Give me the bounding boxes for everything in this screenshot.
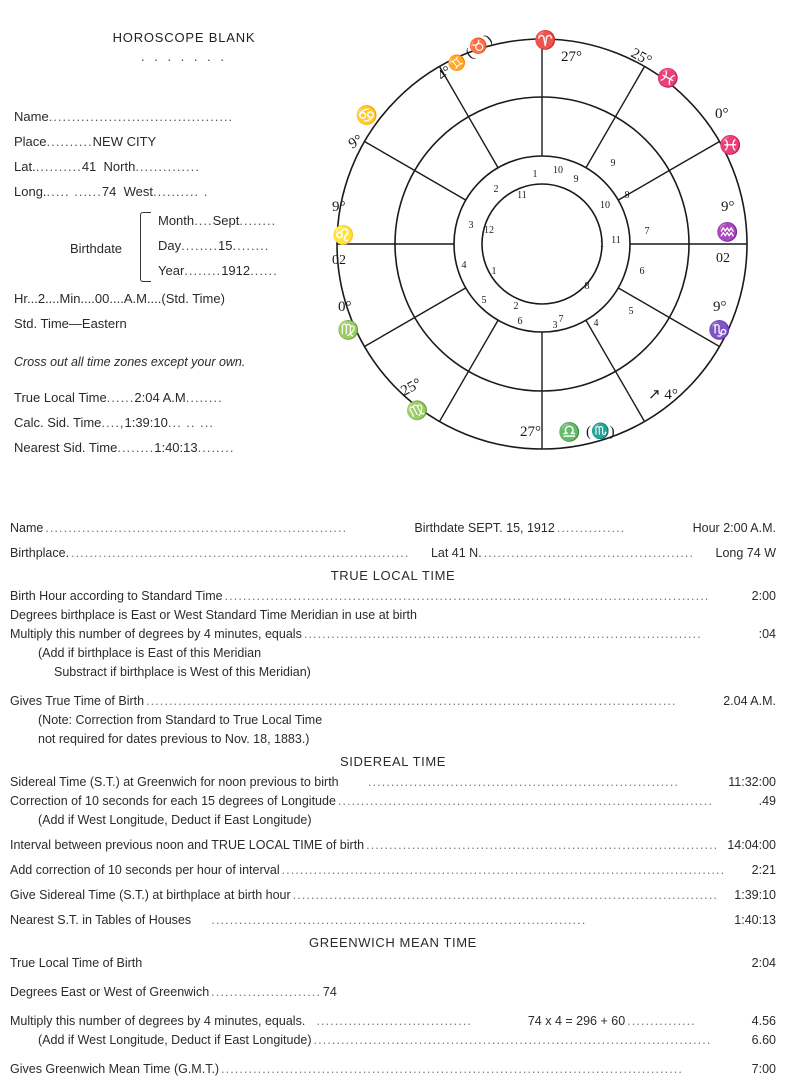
field-day xyxy=(158,233,278,258)
degrees-greenwich-value: 74 xyxy=(322,985,337,999)
page-title: HOROSCOPE BLANK xyxy=(112,30,256,45)
field-name-dots: .... xyxy=(48,109,68,124)
field-place-dots: .......... xyxy=(46,134,93,149)
row-interval-noon xyxy=(10,837,776,854)
svg-text:4: 4 xyxy=(461,260,467,271)
field-month-dots: .... xyxy=(194,213,213,228)
leader-dots-6: ....................................................................................... xyxy=(303,627,702,641)
field-month-trailing: ........ xyxy=(239,213,277,228)
svg-text:7: 7 xyxy=(644,226,650,237)
label-leo-min: 02 xyxy=(332,253,346,268)
row-gives-true-time xyxy=(10,693,776,710)
heading-sidereal-time: SIDEREAL TIME xyxy=(339,754,447,769)
row-correction-10s-longitude xyxy=(10,793,776,810)
field-true-local-time-label: True Local Time xyxy=(14,390,107,405)
cross-out-note: Cross out all time zones except your own. xyxy=(14,355,246,369)
true-local-birth-value: 2:04 xyxy=(751,956,776,970)
field-true-local-time-dots: ...... xyxy=(106,390,135,405)
correction-10s-value: .49 xyxy=(758,794,776,808)
multiply-4min-gmt-value: 4.56 xyxy=(751,1014,777,1028)
row-add-if-east: (Add if birthplace is East of this Meridian xyxy=(38,646,262,660)
hour-value: Hour 2:00 A.M. xyxy=(692,521,776,535)
nearest-st-label: Nearest S.T. in Tables of Houses xyxy=(10,913,192,927)
interval-noon-value: 14:04:00 xyxy=(727,838,776,852)
label-aquarius-glyph: ♒ xyxy=(716,222,739,242)
heading-greenwich-mean-time: GREENWICH MEAN TIME xyxy=(309,935,477,950)
wheel-inner-numbers xyxy=(481,158,650,331)
field-long xyxy=(14,179,314,204)
svg-text:6: 6 xyxy=(517,316,523,327)
field-nearest-sid-time xyxy=(14,435,314,460)
row-multiply-4min-gmt xyxy=(10,1013,776,1030)
label-capricorn-9: 9° xyxy=(713,299,727,315)
birthdate-value: Birthdate SEPT. 15, 1912 xyxy=(414,521,555,535)
leader-dots-3: .......................................................................... xyxy=(71,546,410,560)
multiply-4min-value: :04 xyxy=(758,627,776,641)
label-libra-27: 27° xyxy=(520,424,541,440)
birth-hour-value: 2:00 xyxy=(751,589,776,603)
leader-dots-7: .................................................................................................................... xyxy=(146,694,677,708)
field-long-trailing: .......... . xyxy=(152,184,209,199)
svg-text:11: 11 xyxy=(517,190,527,201)
label-capricorn-glyph: ♑ xyxy=(708,320,731,340)
field-lat xyxy=(14,154,314,179)
row-degrees-greenwich xyxy=(10,984,776,1001)
field-name-label: Name xyxy=(14,109,49,124)
svg-text:12: 12 xyxy=(484,225,494,236)
interval-noon-label: Interval between previous noon and TRUE LOCAL TIME of birth xyxy=(10,838,365,852)
birthdate-label: Birthdate xyxy=(70,241,123,256)
lat-value: Lat 41 N. xyxy=(430,546,482,560)
label-virgo-glyph: ♍ xyxy=(402,396,432,425)
add-west-gmt-label: (Add if West Longitude, Deduct if East Longitude) xyxy=(38,1033,312,1047)
label-cancer-glyph: ♋ xyxy=(352,100,382,130)
st-greenwich-value: 11:32:00 xyxy=(728,775,776,789)
svg-text:2: 2 xyxy=(513,301,519,312)
leader-dots-8: .................................................................... xyxy=(340,775,680,789)
long-value: Long 74 W xyxy=(715,546,776,560)
leader-dots: .................................................................. xyxy=(45,521,348,535)
label-scorpio: (♏) xyxy=(586,424,615,440)
nearest-st-value: 1:40:13 xyxy=(734,913,776,927)
field-day-label: Day xyxy=(158,238,182,253)
leader-dots-14 xyxy=(142,955,751,972)
multiply-4min-gmt-mid: 74 x 4 = 296 + 60 xyxy=(527,1014,626,1028)
field-name xyxy=(14,104,314,129)
leader-dots-16: .................................. xyxy=(307,1014,472,1028)
wheel-zodiac-labels xyxy=(332,29,741,442)
field-calc-sid-time xyxy=(14,410,314,435)
label-pisces-25: 25° xyxy=(628,45,655,70)
label-virgo-glyph-2: ♍ xyxy=(337,320,360,340)
leader-dots-9: .................................................................................. xyxy=(337,794,713,808)
leader-dots-11: ................................................................................................. xyxy=(281,863,726,877)
field-year-dots: ........ xyxy=(184,263,222,278)
field-month-label: Month xyxy=(158,213,195,228)
leader-dots-4: .............................................. xyxy=(483,546,695,560)
field-long-value: 74 xyxy=(101,184,117,199)
row-degrees-meridian: Degrees birthplace is East or West Standard Time Meridian in use at birth xyxy=(10,608,417,622)
leader-dots-5: .......................................................................................................... xyxy=(224,589,710,603)
svg-text:7: 7 xyxy=(558,314,564,325)
field-day-trailing: ........ xyxy=(232,238,270,253)
row-multiply-4min xyxy=(10,626,776,643)
field-calc-sid-time-value: 1:39:10 xyxy=(124,415,168,430)
leader-dots-12: ............................................................................................. xyxy=(292,888,718,902)
label-leo-9: 9° xyxy=(332,199,346,215)
label-virgo-25: 25° xyxy=(398,375,425,400)
row-gives-gmt xyxy=(10,1061,776,1078)
row-note-line1: (Note: Correction from Standard to True Local Time xyxy=(38,713,323,727)
birthdate-group xyxy=(14,208,314,286)
birthplace-label: Birthplace. xyxy=(10,546,70,560)
svg-text:3: 3 xyxy=(552,320,558,331)
row-birthplace xyxy=(10,545,776,562)
field-place xyxy=(14,129,314,154)
svg-text:8: 8 xyxy=(624,190,630,201)
svg-text:9: 9 xyxy=(610,158,616,169)
field-lat-label: Lat. xyxy=(14,159,36,174)
field-place-label: Place xyxy=(14,134,47,149)
field-hour-line: Hr...2....Min....00....A.M....(Std. Time) xyxy=(14,291,225,306)
label-pisces-glyph-2: ♓ xyxy=(719,135,742,155)
multiply-4min-gmt-label: Multiply this number of degrees by 4 minutes, equals. xyxy=(10,1014,306,1028)
gives-true-time-label: Gives True Time of Birth xyxy=(10,694,145,708)
birth-hour-label: Birth Hour according to Standard Time xyxy=(10,589,223,603)
field-day-dots: ........ xyxy=(181,238,219,253)
title-dots: . . . . . . . xyxy=(141,49,227,64)
heading-true-local-time: TRUE LOCAL TIME xyxy=(330,568,456,583)
field-nearest-sid-time-dots: ........ xyxy=(117,440,155,455)
leader-dots-15: ........................ xyxy=(211,985,321,999)
add-correction-label: Add correction of 10 seconds per hour of interval xyxy=(10,863,280,877)
row-subtract-if-west: Substract if birthplace is West of this Meridian) xyxy=(54,665,311,679)
field-std-time-zone: Std. Time—Eastern xyxy=(14,316,127,331)
field-year-label: Year xyxy=(158,263,185,278)
give-st-value: 1:39:10 xyxy=(734,888,776,902)
field-name-trailing: .................................... xyxy=(67,109,234,124)
calculation-worksheet xyxy=(10,520,776,1080)
correction-10s-label: Correction of 10 seconds for each 15 degrees of Longitude xyxy=(10,794,336,808)
row-give-st-birthplace xyxy=(10,887,776,904)
gives-gmt-label: Gives Greenwich Mean Time (G.M.T.) xyxy=(10,1062,220,1076)
label-libra-glyph: ♎ xyxy=(558,422,581,442)
gives-true-time-value: 2.04 A.M. xyxy=(723,694,776,708)
svg-text:2: 2 xyxy=(493,184,499,195)
st-greenwich-label: Sidereal Time (S.T.) at Greenwich for noon previous to birth xyxy=(10,775,339,789)
svg-text:1: 1 xyxy=(599,239,605,250)
row-nearest-st-tables xyxy=(10,912,776,929)
label-aquarius-9: 9° xyxy=(721,199,735,215)
horoscope-wheel xyxy=(330,6,770,474)
degrees-greenwich-label: Degrees East or West of Greenwich xyxy=(10,985,210,999)
row-note-line2: not required for dates previous to Nov. 18, 1883.) xyxy=(38,732,310,746)
svg-text:10: 10 xyxy=(600,200,610,211)
wheel-diagram xyxy=(330,6,770,474)
row-true-local-time-birth xyxy=(10,955,776,972)
svg-text:4: 4 xyxy=(593,318,599,329)
add-west-gmt-value: 6.60 xyxy=(751,1033,776,1047)
label-virgo-0: 0° xyxy=(338,299,352,315)
svg-text:11: 11 xyxy=(611,235,621,246)
row-add-correction-per-hour xyxy=(10,862,776,879)
svg-text:1: 1 xyxy=(491,266,497,277)
leader-dots-18: ....................................................................................... xyxy=(313,1033,712,1047)
leader-dots-17: ............... xyxy=(627,1014,696,1028)
field-day-value: 15 xyxy=(218,238,233,253)
row-name-birthdate xyxy=(10,520,776,537)
multiply-4min-label: Multiply this number of degrees by 4 minutes, equals xyxy=(10,627,302,641)
leader-dots-2: ............... xyxy=(556,521,626,535)
name-label: Name xyxy=(10,521,44,535)
field-long-direction: West xyxy=(123,184,153,199)
label-pisces-0: 0° xyxy=(715,106,729,122)
field-calc-sid-time-trailing: ... .. ... xyxy=(167,415,214,430)
svg-text:9: 9 xyxy=(573,174,579,185)
gives-gmt-value: 7:00 xyxy=(751,1062,776,1076)
field-year-trailing: ...... xyxy=(250,263,278,278)
svg-text:3: 3 xyxy=(468,220,474,231)
add-correction-value: 2:21 xyxy=(751,863,776,877)
brace-decoration xyxy=(140,212,151,282)
svg-text:10: 10 xyxy=(553,165,563,176)
field-lat-trailing: .............. xyxy=(135,159,200,174)
label-sagittarius: ↗ 4° xyxy=(648,387,678,403)
label-leo-glyph: ♌ xyxy=(332,225,355,245)
leader-dots-10: ............................................................................. xyxy=(366,838,719,852)
field-nearest-sid-time-label: Nearest Sid. Time xyxy=(14,440,118,455)
field-true-local-time-trailing: ........ xyxy=(185,390,223,405)
true-local-birth-label: True Local Time of Birth xyxy=(10,956,143,970)
label-asc-gemini: 4°♊ (♉) xyxy=(434,31,496,85)
field-year-value: 1912 xyxy=(221,263,251,278)
field-nearest-sid-time-value: 1:40:13 xyxy=(154,440,198,455)
field-lat-direction: North xyxy=(103,159,136,174)
svg-text:8: 8 xyxy=(584,281,590,292)
field-true-local-time xyxy=(14,385,314,410)
field-nearest-sid-time-trailing: ........ xyxy=(197,440,235,455)
svg-text:5: 5 xyxy=(628,306,634,317)
svg-text:5: 5 xyxy=(481,295,487,306)
row-add-west-gmt xyxy=(10,1032,776,1049)
horoscope-form xyxy=(14,30,314,460)
field-lat-dots: .......... xyxy=(35,159,82,174)
give-st-label: Give Sidereal Time (S.T.) at birthplace at birth hour xyxy=(10,888,291,902)
birthdate-rows xyxy=(158,208,278,283)
field-lat-value: 41 xyxy=(81,159,97,174)
field-year xyxy=(158,258,278,283)
field-true-local-time-value: 2:04 A.M xyxy=(134,390,186,405)
field-long-label: Long. xyxy=(14,184,47,199)
svg-text:6: 6 xyxy=(639,266,645,277)
label-pisces-glyph: ♓ xyxy=(653,63,683,93)
leader-dots-13: .................................................................................. xyxy=(193,913,587,927)
field-month-value: Sept xyxy=(212,213,240,228)
label-aries: ♈ xyxy=(534,30,557,50)
field-long-dots: ..... ...... xyxy=(46,184,102,199)
form-fields xyxy=(14,104,314,460)
row-birth-hour-standard xyxy=(10,588,776,605)
field-month xyxy=(158,208,278,233)
wheel-house-spokes xyxy=(395,97,689,391)
svg-text:1: 1 xyxy=(532,169,538,180)
label-cancer-9: 9° xyxy=(346,131,366,153)
field-calc-sid-time-dots: ...., xyxy=(101,415,125,430)
row-st-greenwich xyxy=(10,774,776,791)
label-aquarius-min: 02 xyxy=(716,251,730,266)
label-aries-degree: 27° xyxy=(561,49,582,65)
row-add-west-deduct-east: (Add if West Longitude, Deduct if East Longitude) xyxy=(38,813,312,827)
leader-spacer-1 xyxy=(337,984,776,1001)
field-place-value: NEW CITY xyxy=(92,134,157,149)
field-calc-sid-time-label: Calc. Sid. Time xyxy=(14,415,102,430)
leader-dots-19: ..................................................................................................... xyxy=(221,1062,683,1076)
